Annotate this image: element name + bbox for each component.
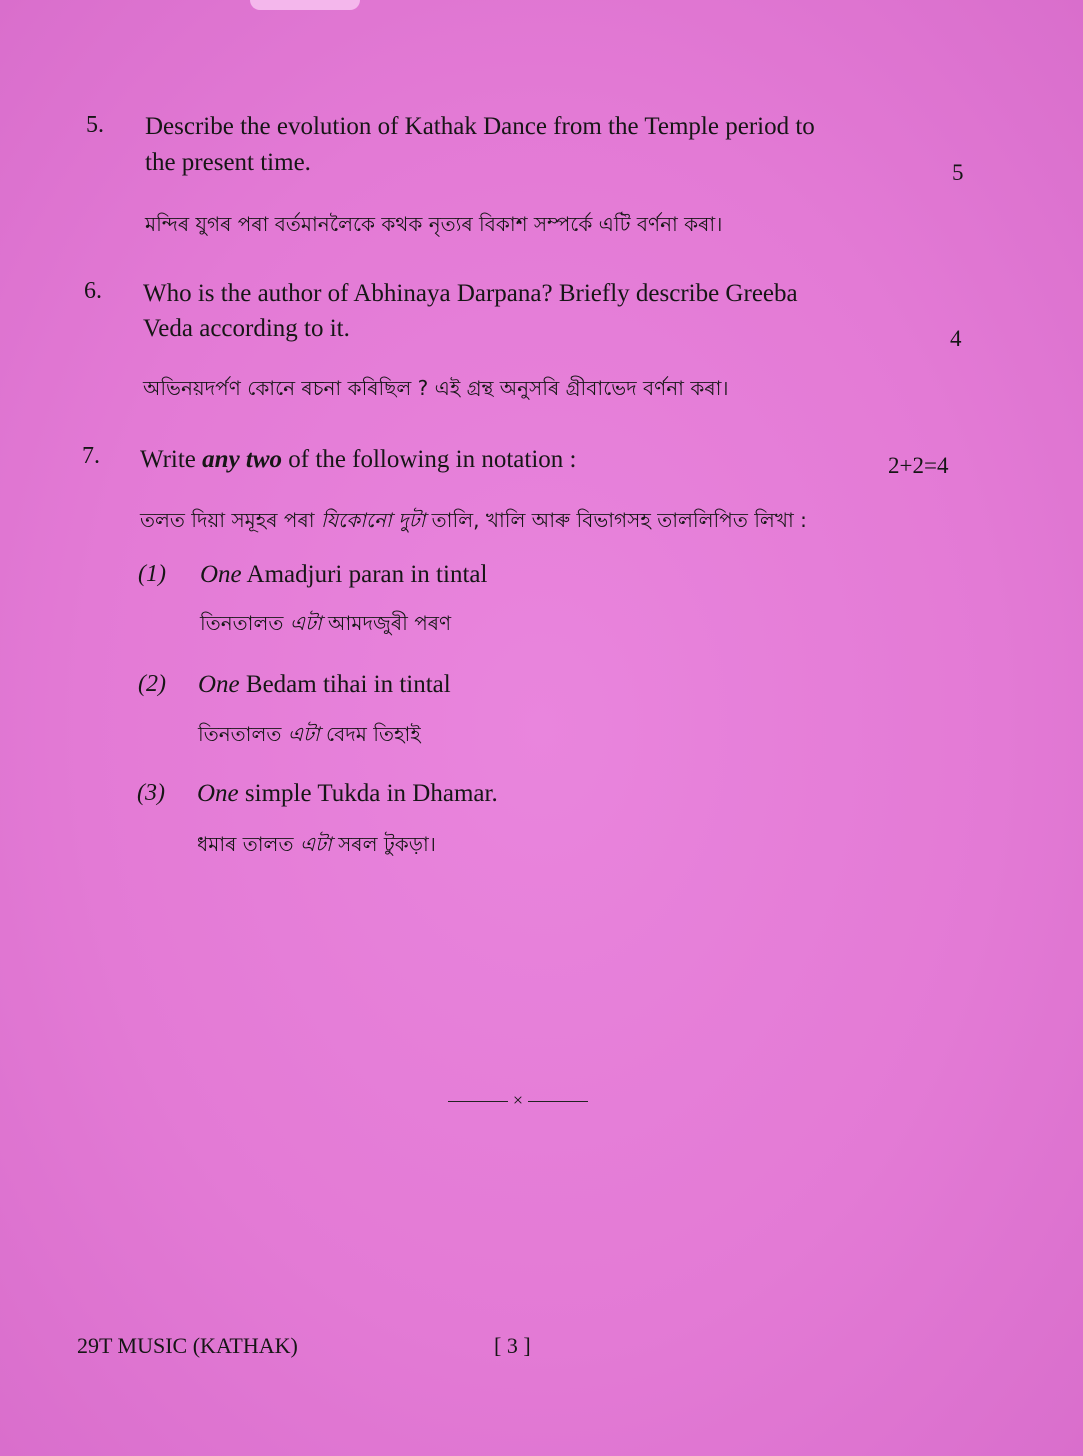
end-of-paper-mark [443, 1090, 593, 1111]
assamese-pre: তিনতালত [200, 611, 284, 635]
assamese-emphasis: এটা [299, 832, 332, 856]
sub-question-text [197, 780, 498, 808]
question-number: 6. [84, 278, 102, 304]
question-number: 5. [86, 112, 104, 138]
question-text-assamese: মন্দিৰ যুগৰ পৰা বৰ্তমানলৈকে কথক নৃত্যৰ বিকাশ সম্পৰ্কে এটি বৰ্ণনা কৰা। [145, 212, 723, 236]
assamese-post: সৰল টুকড়া। [338, 832, 436, 856]
divider [528, 1101, 588, 1102]
assamese-emphasis: যিকোনো দুটা [320, 508, 426, 532]
question-marks: 4 [950, 326, 962, 351]
question-text-emphasis: any two [202, 446, 283, 473]
question-marks: 2+2=4 [888, 453, 949, 478]
assamese-post: তালি, খালি আৰু বিভাগসহ তাললিপিত লিখা : [431, 508, 807, 532]
sub-question-number: (3) [137, 780, 165, 806]
sub-question-assamese [200, 609, 451, 642]
page-number: [ 3 ] [494, 1333, 531, 1358]
sub-question-emphasis: One [197, 780, 239, 807]
assamese-post: আমদজুৰী পৰণ [328, 611, 452, 635]
sub-question-emphasis: One [198, 671, 240, 698]
question-text-line1: Describe the evolution of Kathak Dance from the Temple period to [145, 113, 815, 140]
assamese-post: বেদম তিহাই [326, 722, 421, 746]
question-number: 7. [82, 443, 100, 469]
sub-question-text [198, 671, 451, 699]
sub-question-assamese [197, 830, 436, 863]
question-text-assamese: অভিনয়দৰ্পণ কোনে ৰচনা কৰিছিল ? এই গ্ৰন্থ অনুসৰি গ্ৰীবাভেদ বৰ্ণনা কৰা। [143, 376, 729, 400]
question-text-line2: the present time. [145, 149, 311, 176]
question-text-post: of the following in notation : [288, 446, 577, 473]
sub-question-emphasis: One [200, 561, 242, 588]
assamese-pre: তিনতালত [198, 722, 282, 746]
assamese-emphasis: এটা [287, 722, 320, 746]
question-marks: 5 [952, 160, 964, 185]
torn-paper-edge [250, 0, 360, 10]
assamese-emphasis: এটা [289, 611, 322, 635]
sub-question-number: (1) [138, 561, 166, 587]
sub-question-assamese [198, 720, 421, 753]
question-text [140, 442, 576, 478]
sub-question-text [200, 561, 487, 589]
sub-question-rest: Amadjuri paran in tintal [246, 561, 488, 588]
question-text-line2: Veda according to it. [143, 315, 350, 342]
sub-question-rest: Bedam tihai in tintal [245, 671, 451, 698]
question-text-pre: Write [140, 446, 196, 473]
assamese-pre: ধমাৰ তালত [197, 832, 294, 856]
question-text-line1: Who is the author of Abhinaya Darpana? Briefly describe Greeba [143, 280, 798, 307]
sub-question-number: (2) [138, 671, 166, 697]
paper-code: 29T MUSIC (KATHAK) [77, 1333, 298, 1358]
assamese-pre: তলত দিয়া সমূহৰ পৰা [140, 508, 315, 532]
sub-question-rest: simple Tukda in Dhamar. [244, 780, 498, 807]
question-text-assamese [140, 506, 807, 539]
end-mark-symbol: × [512, 1090, 524, 1110]
divider [448, 1101, 508, 1102]
